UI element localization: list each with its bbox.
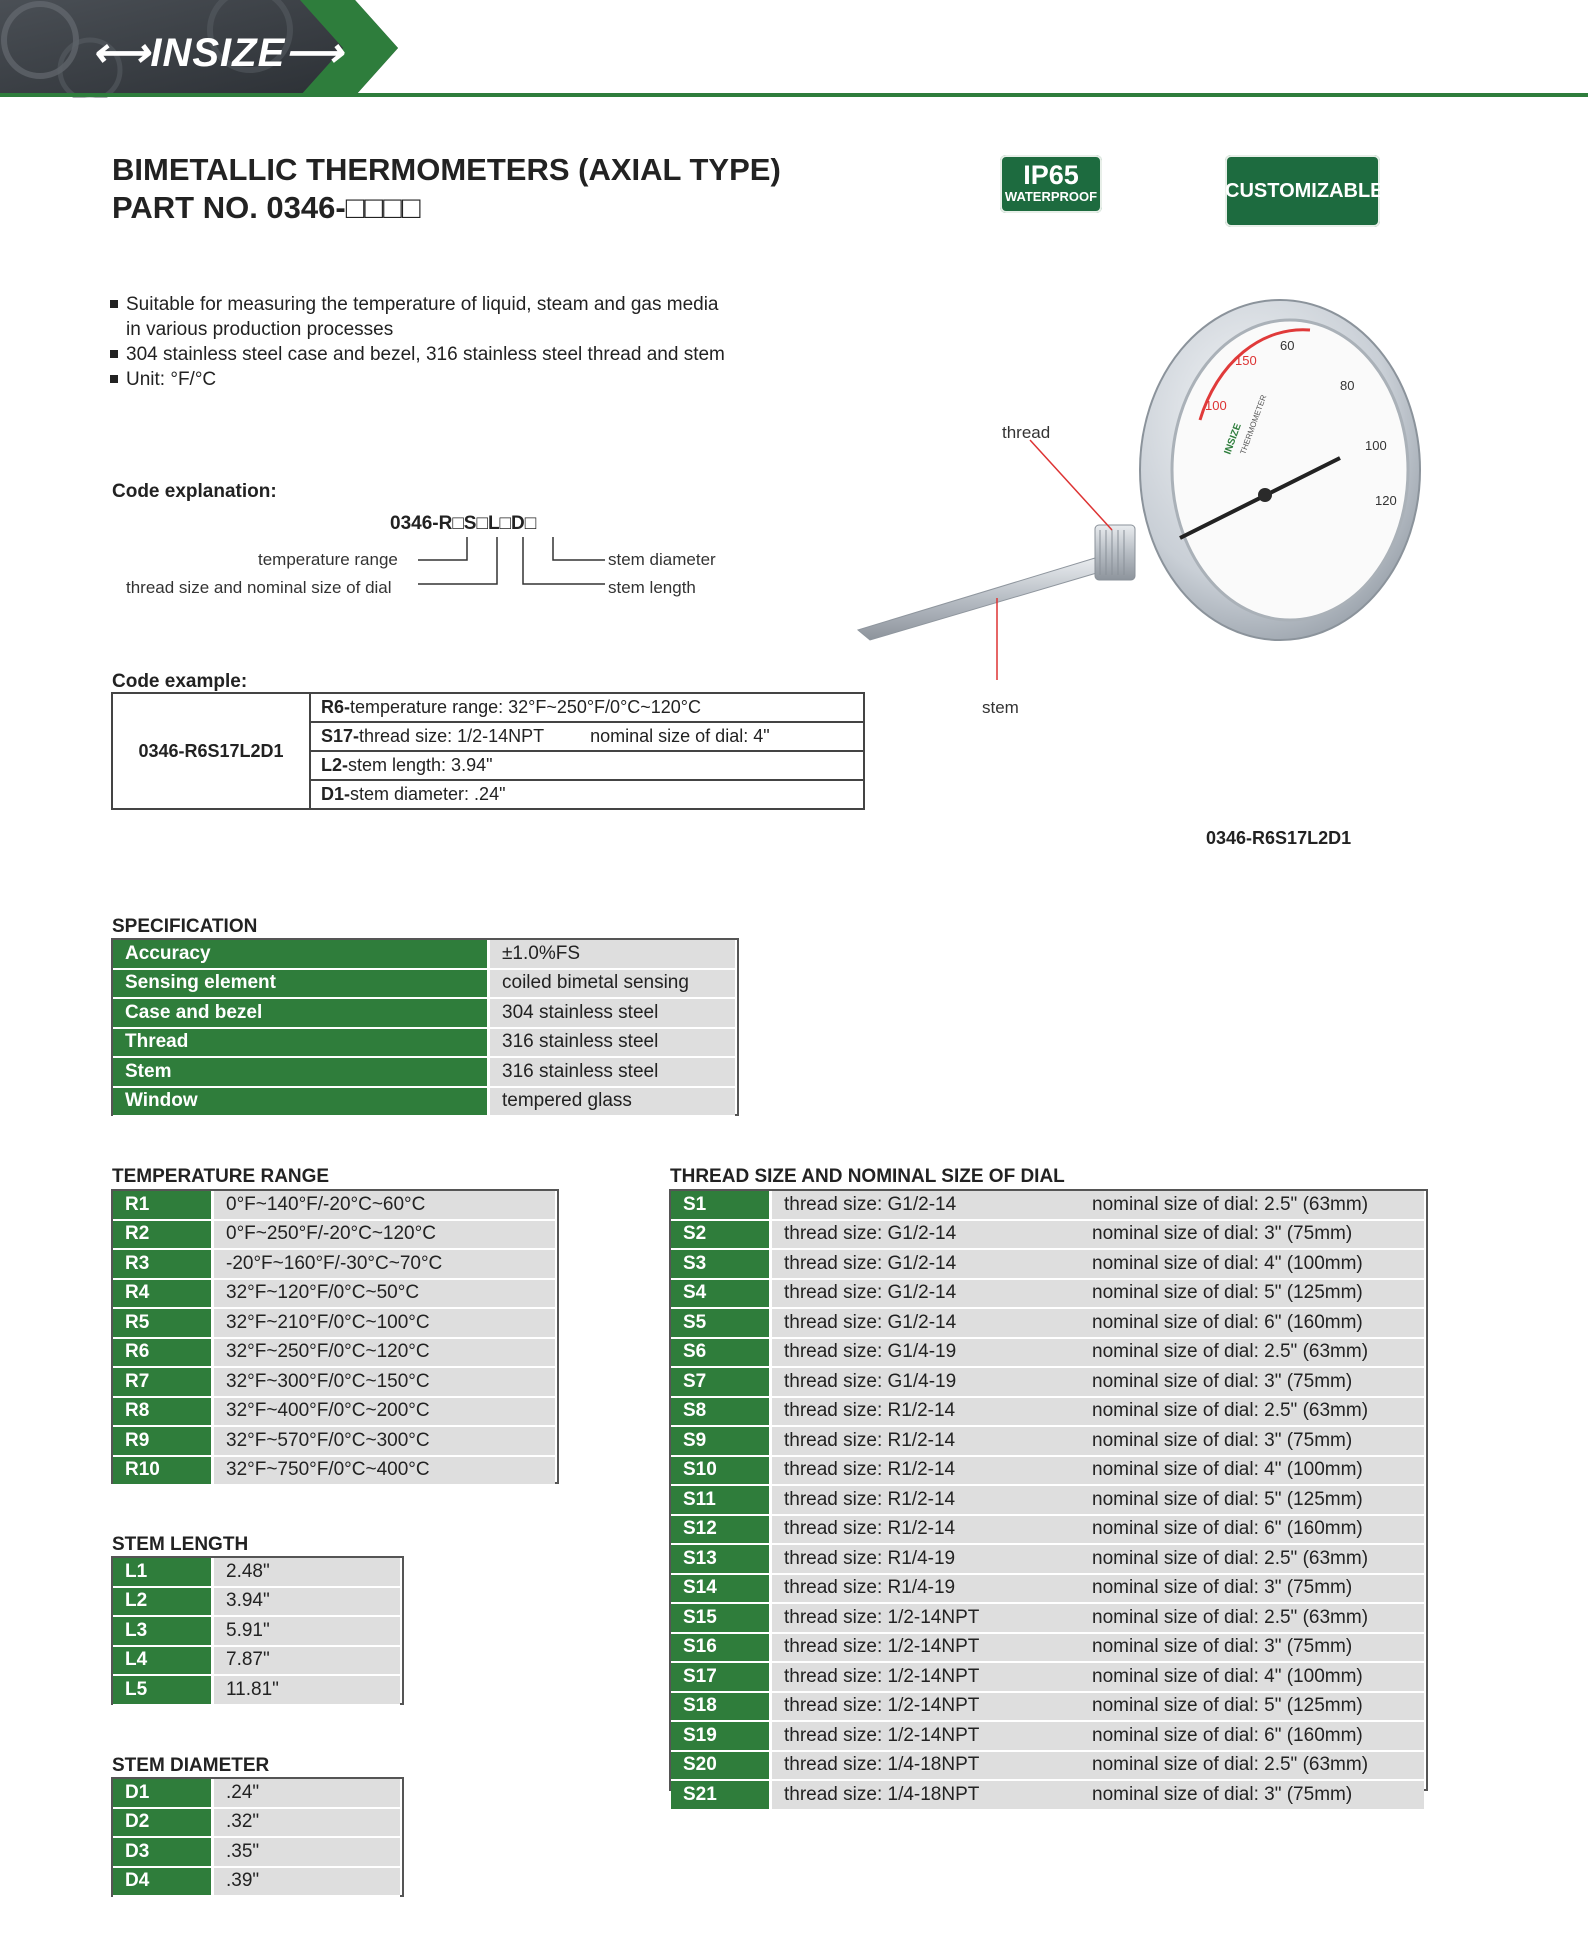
row-code: S14 <box>671 1574 771 1604</box>
table-row <box>671 1367 1424 1397</box>
label-thread-dial: thread size and nominal size of dial <box>126 578 392 597</box>
row-dial-size: nominal size of dial: 3" (75mm) <box>1080 1633 1424 1663</box>
table-row <box>113 1220 555 1250</box>
row-code: S20 <box>671 1751 771 1781</box>
row-thread-size: thread size: R1/2-14 <box>771 1426 1081 1456</box>
row-thread-size: thread size: G1/2-14 <box>771 1220 1081 1250</box>
stem-length-heading: STEM LENGTH <box>112 1534 249 1555</box>
table-row <box>671 1426 1424 1456</box>
code-example-table <box>111 692 865 810</box>
row-code: R2 <box>113 1220 213 1250</box>
svg-text:150: 150 <box>1235 353 1257 368</box>
table-row <box>113 940 735 969</box>
row-code: Case and bezel <box>113 998 489 1028</box>
table-row <box>113 1338 555 1368</box>
table-row <box>113 1191 555 1220</box>
row-thread-size: thread size: R1/2-14 <box>771 1456 1081 1486</box>
svg-text:80: 80 <box>1340 378 1355 393</box>
row-value: -20°F~160°F/-30°C~70°C <box>213 1249 556 1279</box>
row-dial-size: nominal size of dial: 2.5" (63mm) <box>1080 1544 1424 1574</box>
row-code: R4 <box>113 1279 213 1309</box>
feature-item: Unit: °F/°C <box>110 367 725 392</box>
row-value: 0°F~140°F/-20°C~60°C <box>213 1191 556 1220</box>
row-value: 11.81" <box>213 1675 401 1705</box>
table-row <box>113 1867 400 1897</box>
row-dial-size: nominal size of dial: 6" (160mm) <box>1080 1721 1424 1751</box>
row-dial-size: nominal size of dial: 3" (75mm) <box>1080 1780 1424 1810</box>
row-value: 32°F~400°F/0°C~200°C <box>213 1397 556 1427</box>
table-row <box>113 1397 555 1427</box>
table-row <box>671 1780 1424 1810</box>
example-row: L2-stem length: 3.94" <box>310 751 864 780</box>
row-thread-size: thread size: 1/2-14NPT <box>771 1692 1081 1722</box>
row-dial-size: nominal size of dial: 3" (75mm) <box>1080 1367 1424 1397</box>
table-row <box>113 1808 400 1838</box>
part-number: PART NO. 0346-□□□□ <box>112 190 421 225</box>
row-code: R9 <box>113 1426 213 1456</box>
table-row <box>671 1279 1424 1309</box>
row-value: 32°F~120°F/0°C~50°C <box>213 1279 556 1309</box>
row-value: .32" <box>213 1808 401 1838</box>
row-dial-size: nominal size of dial: 2.5" (63mm) <box>1080 1191 1424 1220</box>
table-row <box>113 1057 735 1087</box>
row-code: R5 <box>113 1308 213 1338</box>
ip65-badge: IP65 WATERPROOF <box>1000 155 1102 213</box>
table-row <box>671 1603 1424 1633</box>
row-code: D4 <box>113 1867 213 1897</box>
table-row <box>113 1028 735 1058</box>
row-code: S12 <box>671 1515 771 1545</box>
row-thread-size: thread size: 1/2-14NPT <box>771 1603 1081 1633</box>
header-rule <box>0 93 1588 97</box>
row-thread-size: thread size: 1/4-18NPT <box>771 1751 1081 1781</box>
row-dial-size: nominal size of dial: 3" (75mm) <box>1080 1426 1424 1456</box>
row-dial-size: nominal size of dial: 4" (100mm) <box>1080 1249 1424 1279</box>
row-value: .35" <box>213 1837 401 1867</box>
row-code: S7 <box>671 1367 771 1397</box>
row-code: S11 <box>671 1485 771 1515</box>
row-code: S4 <box>671 1279 771 1309</box>
row-code: D2 <box>113 1808 213 1838</box>
row-value: tempered glass <box>489 1087 736 1117</box>
row-value: ±1.0%FS <box>489 940 736 969</box>
row-dial-size: nominal size of dial: 5" (125mm) <box>1080 1279 1424 1309</box>
row-code: L4 <box>113 1646 213 1676</box>
table-row <box>671 1544 1424 1574</box>
row-code: S18 <box>671 1692 771 1722</box>
thermometer-illustration <box>840 290 1520 770</box>
row-thread-size: thread size: G1/2-14 <box>771 1249 1081 1279</box>
row-code: D3 <box>113 1837 213 1867</box>
stem-diameter-heading: STEM DIAMETER <box>112 1755 270 1776</box>
row-code: R1 <box>113 1191 213 1220</box>
row-code: R8 <box>113 1397 213 1427</box>
table-row <box>671 1485 1424 1515</box>
table-row <box>113 1837 400 1867</box>
row-thread-size: thread size: R1/2-14 <box>771 1515 1081 1545</box>
row-dial-size: nominal size of dial: 2.5" (63mm) <box>1080 1397 1424 1427</box>
row-value: 316 stainless steel <box>489 1028 736 1058</box>
product-caption: 0346-R6S17L2D1 <box>1206 828 1352 848</box>
row-value: 5.91" <box>213 1616 401 1646</box>
row-value: 32°F~750°F/0°C~400°C <box>213 1456 556 1486</box>
table-row <box>113 1308 555 1338</box>
row-code: S9 <box>671 1426 771 1456</box>
row-dial-size: nominal size of dial: 2.5" (63mm) <box>1080 1338 1424 1368</box>
code-leader-lines <box>400 535 620 605</box>
feature-item-continued: in various production processes <box>126 319 394 340</box>
table-row <box>671 1515 1424 1545</box>
label-temperature-range: temperature range <box>258 550 398 569</box>
example-row: D1-stem diameter: .24" <box>310 780 864 809</box>
row-thread-size: thread size: R1/4-19 <box>771 1574 1081 1604</box>
table-row <box>671 1662 1424 1692</box>
row-code: Window <box>113 1087 489 1117</box>
row-thread-size: thread size: R1/2-14 <box>771 1485 1081 1515</box>
table-row <box>671 1574 1424 1604</box>
temperature-range-table <box>113 1191 555 1486</box>
stem-length-table <box>113 1558 400 1706</box>
row-code: L2 <box>113 1587 213 1617</box>
row-dial-size: nominal size of dial: 4" (100mm) <box>1080 1456 1424 1486</box>
row-value: 7.87" <box>213 1646 401 1676</box>
row-thread-size: thread size: R1/2-14 <box>771 1397 1081 1427</box>
row-code: Sensing element <box>113 969 489 999</box>
code-example-heading: Code example: <box>112 671 248 692</box>
row-thread-size: thread size: G1/2-14 <box>771 1308 1081 1338</box>
table-row <box>671 1456 1424 1486</box>
table-row <box>113 1587 400 1617</box>
row-code: S16 <box>671 1633 771 1663</box>
table-row <box>113 1675 400 1705</box>
svg-text:100: 100 <box>1205 398 1227 413</box>
feature-item: Suitable for measuring the temperature of liquid, steam and gas media <box>110 292 725 317</box>
row-value: .39" <box>213 1867 401 1897</box>
row-thread-size: thread size: R1/4-19 <box>771 1544 1081 1574</box>
row-dial-size: nominal size of dial: 4" (100mm) <box>1080 1662 1424 1692</box>
row-code: L5 <box>113 1675 213 1705</box>
row-thread-size: thread size: 1/2-14NPT <box>771 1662 1081 1692</box>
example-code: 0346-R6S17L2D1 <box>112 693 310 809</box>
table-row <box>671 1249 1424 1279</box>
specification-heading: SPECIFICATION <box>112 916 258 937</box>
thread-dial-heading: THREAD SIZE AND NOMINAL SIZE OF DIAL <box>670 1166 1065 1187</box>
row-dial-size: nominal size of dial: 6" (160mm) <box>1080 1515 1424 1545</box>
row-thread-size: thread size: G1/4-19 <box>771 1338 1081 1368</box>
table-row <box>671 1692 1424 1722</box>
row-code: S6 <box>671 1338 771 1368</box>
row-dial-size: nominal size of dial: 5" (125mm) <box>1080 1485 1424 1515</box>
row-value: 32°F~570°F/0°C~300°C <box>213 1426 556 1456</box>
row-code: S3 <box>671 1249 771 1279</box>
row-code: R6 <box>113 1338 213 1368</box>
row-code: Thread <box>113 1028 489 1058</box>
stem-callout: stem <box>982 698 1019 717</box>
row-dial-size: nominal size of dial: 3" (75mm) <box>1080 1574 1424 1604</box>
table-row <box>671 1191 1424 1220</box>
table-row <box>113 1426 555 1456</box>
thread-dial-table <box>671 1191 1424 1811</box>
example-row: R6-temperature range: 32°F~250°F/0°C~120°C <box>310 693 864 722</box>
table-row <box>113 1779 400 1808</box>
row-code: S21 <box>671 1780 771 1810</box>
row-code: L1 <box>113 1558 213 1587</box>
svg-text:THERMOMETER: THERMOMETER <box>1238 393 1269 456</box>
customizable-badge: CUSTOMIZABLE <box>1225 155 1380 227</box>
row-thread-size: thread size: 1/4-18NPT <box>771 1780 1081 1810</box>
table-row <box>113 1249 555 1279</box>
specification-table <box>113 940 735 1117</box>
row-code: S2 <box>671 1220 771 1250</box>
row-code: S19 <box>671 1721 771 1751</box>
row-code: D1 <box>113 1779 213 1808</box>
row-value: coiled bimetal sensing <box>489 969 736 999</box>
svg-text:100: 100 <box>1365 438 1387 453</box>
row-code: Stem <box>113 1057 489 1087</box>
row-code: R10 <box>113 1456 213 1486</box>
table-row <box>113 1279 555 1309</box>
page-title: BIMETALLIC THERMOMETERS (AXIAL TYPE) <box>112 152 781 187</box>
row-code: S5 <box>671 1308 771 1338</box>
svg-text:60: 60 <box>1280 338 1295 353</box>
row-thread-size: thread size: G1/4-19 <box>771 1367 1081 1397</box>
table-row <box>113 1087 735 1117</box>
table-row <box>113 969 735 999</box>
thread-callout: thread <box>1002 423 1051 442</box>
stem-diameter-table <box>113 1779 400 1897</box>
row-dial-size: nominal size of dial: 5" (125mm) <box>1080 1692 1424 1722</box>
row-thread-size: thread size: 1/2-14NPT <box>771 1633 1081 1663</box>
row-dial-size: nominal size of dial: 2.5" (63mm) <box>1080 1751 1424 1781</box>
row-value: 32°F~250°F/0°C~120°C <box>213 1338 556 1368</box>
row-code: S1 <box>671 1191 771 1220</box>
table-row <box>113 1646 400 1676</box>
table-row <box>671 1751 1424 1781</box>
row-thread-size: thread size: G1/2-14 <box>771 1279 1081 1309</box>
row-value: 3.94" <box>213 1587 401 1617</box>
code-explanation-heading: Code explanation: <box>112 481 277 502</box>
svg-text:INSIZE: INSIZE <box>1222 421 1244 457</box>
row-value: .24" <box>213 1779 401 1808</box>
temperature-range-heading: TEMPERATURE RANGE <box>112 1166 330 1187</box>
row-value: 316 stainless steel <box>489 1057 736 1087</box>
row-code: S15 <box>671 1603 771 1633</box>
table-row <box>671 1338 1424 1368</box>
row-thread-size: thread size: 1/2-14NPT <box>771 1721 1081 1751</box>
svg-text:120: 120 <box>1375 493 1397 508</box>
row-value: 32°F~300°F/0°C~150°C <box>213 1367 556 1397</box>
row-code: S13 <box>671 1544 771 1574</box>
table-row <box>671 1308 1424 1338</box>
label-stem-diameter: stem diameter <box>608 550 716 569</box>
row-thread-size: thread size: G1/2-14 <box>771 1191 1081 1220</box>
row-code: S17 <box>671 1662 771 1692</box>
feature-list <box>110 292 725 392</box>
row-code: S8 <box>671 1397 771 1427</box>
code-pattern: 0346-R□S□L□D□ <box>390 513 537 534</box>
table-row <box>113 1456 555 1486</box>
table-row <box>671 1721 1424 1751</box>
row-value: 0°F~250°F/-20°C~120°C <box>213 1220 556 1250</box>
example-row: S17-thread size: 1/2-14NPT nominal size of dial: 4" <box>310 722 864 751</box>
row-dial-size: nominal size of dial: 3" (75mm) <box>1080 1220 1424 1250</box>
table-row <box>113 1616 400 1646</box>
row-value: 304 stainless steel <box>489 998 736 1028</box>
row-dial-size: nominal size of dial: 6" (160mm) <box>1080 1308 1424 1338</box>
table-row <box>113 1367 555 1397</box>
row-code: S10 <box>671 1456 771 1486</box>
row-value: 32°F~210°F/0°C~100°C <box>213 1308 556 1338</box>
table-row <box>671 1220 1424 1250</box>
insize-logo: ⟷INSIZE⟶ <box>92 31 344 75</box>
row-code: R7 <box>113 1367 213 1397</box>
table-row <box>113 998 735 1028</box>
label-stem-length: stem length <box>608 578 696 597</box>
table-row <box>671 1633 1424 1663</box>
row-value: 2.48" <box>213 1558 401 1587</box>
row-code: Accuracy <box>113 940 489 969</box>
row-code: R3 <box>113 1249 213 1279</box>
table-row <box>113 1558 400 1587</box>
row-dial-size: nominal size of dial: 2.5" (63mm) <box>1080 1603 1424 1633</box>
row-code: L3 <box>113 1616 213 1646</box>
table-row <box>671 1397 1424 1427</box>
feature-item: 304 stainless steel case and bezel, 316 stainless steel thread and stem <box>110 342 725 367</box>
